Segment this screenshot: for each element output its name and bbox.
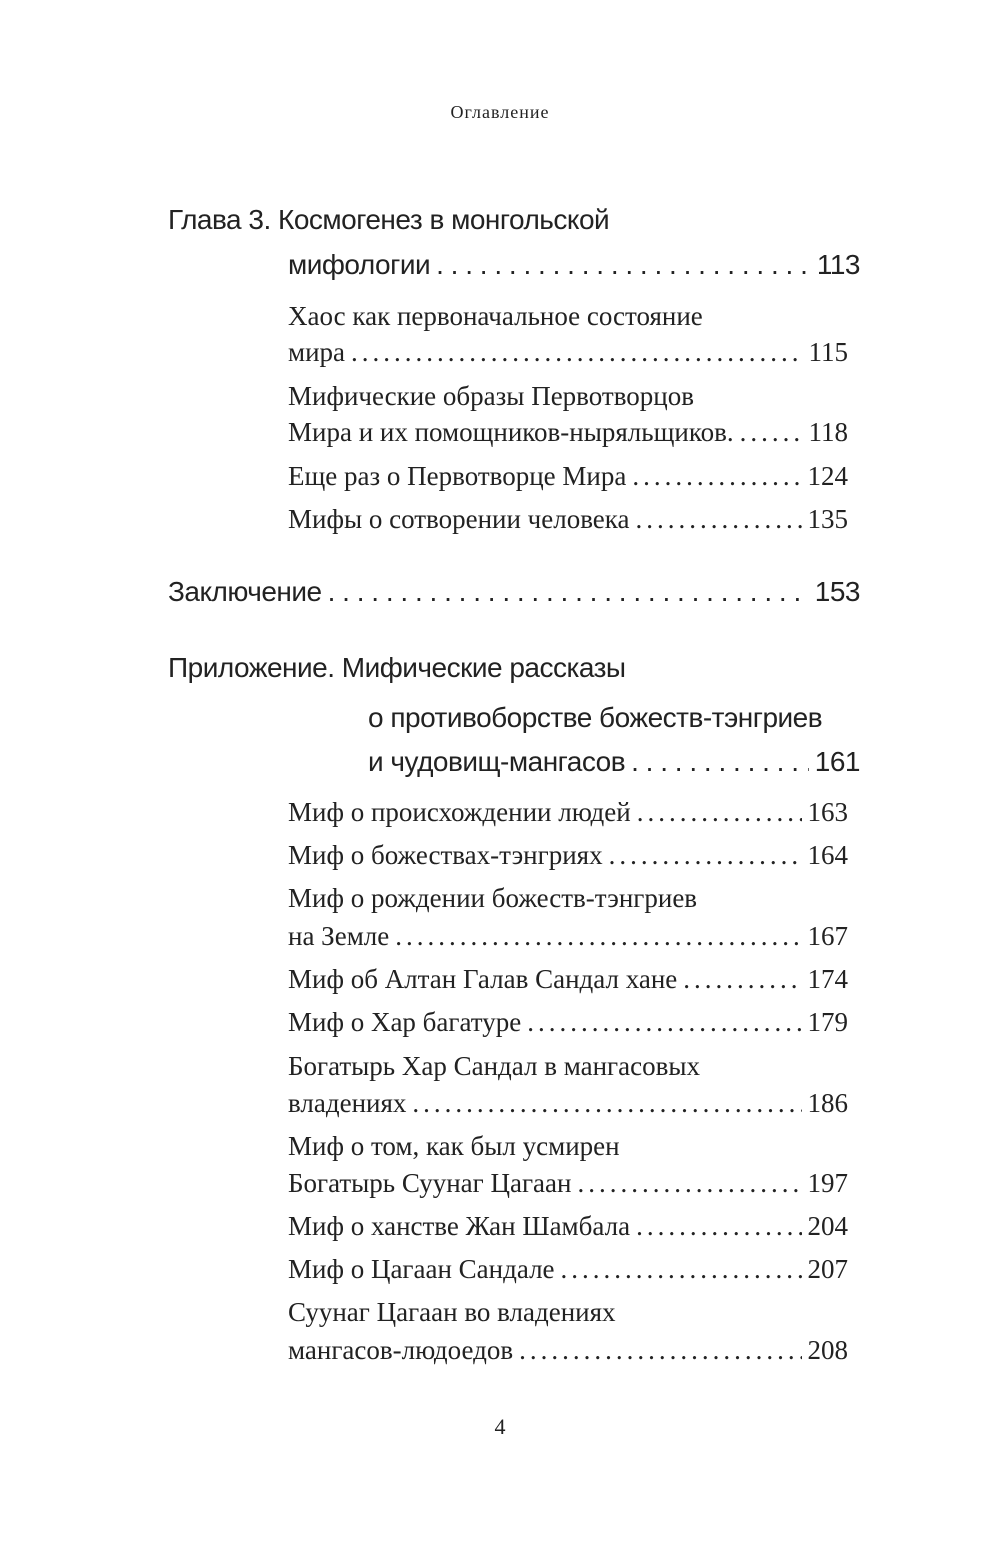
- toc-title: владениях: [288, 1088, 407, 1118]
- toc-chapter-3[interactable]: [288, 245, 860, 285]
- dot-leader: [577, 1163, 801, 1203]
- toc-item-line: [288, 1046, 700, 1086]
- toc-title: Богатырь Суунаг Цагаан: [288, 1168, 572, 1198]
- toc-appendix-line1: [168, 648, 626, 688]
- toc-title: Мифические образы Первотворцов: [288, 381, 694, 411]
- toc-item[interactable]: [288, 959, 848, 999]
- dot-leader: [683, 959, 801, 999]
- toc-conclusion[interactable]: [168, 572, 860, 612]
- toc-page: 113: [816, 249, 860, 280]
- toc-item-line: [288, 878, 697, 918]
- toc-page: 153: [814, 576, 860, 607]
- toc-page: 124: [807, 461, 848, 491]
- toc-item-line: [288, 1292, 616, 1332]
- toc-page: 167: [807, 921, 848, 951]
- toc-page: 164: [807, 840, 848, 870]
- page-number: 4: [494, 1414, 506, 1439]
- toc-item-line: [288, 1126, 620, 1166]
- dot-leader: [436, 245, 811, 285]
- toc-page: 135: [807, 504, 848, 534]
- dot-leader: [631, 742, 809, 782]
- toc-title: и чудовищ-мангасов: [368, 746, 626, 777]
- toc-title: Миф о Хар багатуре: [288, 1007, 522, 1037]
- dot-leader: [351, 332, 802, 372]
- toc-title: Мира и их помощников-ныряльщиков.: [288, 417, 734, 447]
- dot-leader: [519, 1330, 801, 1370]
- toc-title: Богатырь Хар Сандал в мангасовых: [288, 1051, 700, 1081]
- toc-item[interactable]: [288, 412, 848, 452]
- dot-leader: [635, 499, 801, 539]
- dot-leader: [412, 1083, 801, 1123]
- toc-item[interactable]: [288, 1249, 848, 1289]
- dot-leader: [740, 412, 803, 452]
- toc-appendix-line2: [368, 698, 822, 738]
- dot-leader: [637, 792, 802, 832]
- toc-title: Миф о Цагаан Сандале: [288, 1254, 555, 1284]
- toc-item-line: [288, 376, 694, 416]
- toc-title: Миф о ханстве Жан Шамбала: [288, 1211, 631, 1241]
- toc-title: мифологии: [288, 249, 431, 280]
- dot-leader: [609, 835, 802, 875]
- dot-leader: [527, 1002, 801, 1042]
- toc-title: мира: [288, 337, 346, 367]
- dot-leader: [395, 916, 801, 956]
- toc-title: Еще раз о Первотворце Мира: [288, 461, 627, 491]
- toc-title: Заключение: [168, 576, 322, 607]
- toc-item[interactable]: [288, 835, 848, 875]
- running-header: Оглавление: [450, 102, 550, 122]
- toc-page: 204: [807, 1211, 848, 1241]
- toc-item[interactable]: [288, 1002, 848, 1042]
- toc-page: 115: [808, 337, 848, 367]
- toc-item[interactable]: [288, 332, 848, 372]
- toc-page: 186: [807, 1088, 848, 1118]
- toc-page: 207: [807, 1254, 848, 1284]
- toc-title: Хаос как первоначальное состояние: [288, 301, 703, 331]
- toc-page: 174: [807, 964, 848, 994]
- toc-title: Миф об Алтан Галав Сандал хане: [288, 964, 678, 994]
- toc-title: мангасов-людоедов: [288, 1335, 514, 1365]
- toc-title: Суунаг Цагаан во владениях: [288, 1297, 616, 1327]
- toc-page: 208: [807, 1335, 848, 1365]
- toc-title: Миф о рождении божеств-тэнгриев: [288, 883, 698, 913]
- dot-leader: [636, 1206, 801, 1246]
- toc-title: Глава 3. Космогенез в монгольской: [168, 204, 610, 235]
- dot-leader: [632, 456, 801, 496]
- toc-item[interactable]: [288, 916, 848, 956]
- toc-item[interactable]: [288, 1083, 848, 1123]
- toc-item-line: [288, 296, 703, 336]
- dot-leader: [561, 1249, 802, 1289]
- toc-item[interactable]: [288, 456, 848, 496]
- toc-page: 179: [807, 1007, 848, 1037]
- dot-leader: [328, 572, 809, 612]
- toc-item[interactable]: [288, 1330, 848, 1370]
- toc-page: 163: [807, 797, 848, 827]
- toc-title: Миф о божествах-тэнгриях: [288, 840, 603, 870]
- toc-item[interactable]: [288, 1206, 848, 1246]
- toc-page: 118: [808, 417, 848, 447]
- toc-item[interactable]: [288, 1163, 848, 1203]
- toc-item[interactable]: [288, 499, 848, 539]
- toc-appendix[interactable]: [368, 742, 860, 782]
- toc-title: о противоборстве божеств-тэнгриев: [368, 702, 823, 733]
- toc-title: Приложение. Мифические рассказы: [168, 652, 626, 683]
- toc-title: Мифы о сотворении человека: [288, 504, 630, 534]
- toc-chapter-3-line1: [168, 200, 609, 240]
- toc-title: на Земле: [288, 921, 390, 951]
- toc-page: 197: [807, 1168, 848, 1198]
- toc-page: 161: [814, 746, 860, 777]
- toc-item[interactable]: [288, 792, 848, 832]
- toc-title: Миф о том, как был усмирен: [288, 1131, 620, 1161]
- toc-title: Миф о происхождении людей: [288, 797, 631, 827]
